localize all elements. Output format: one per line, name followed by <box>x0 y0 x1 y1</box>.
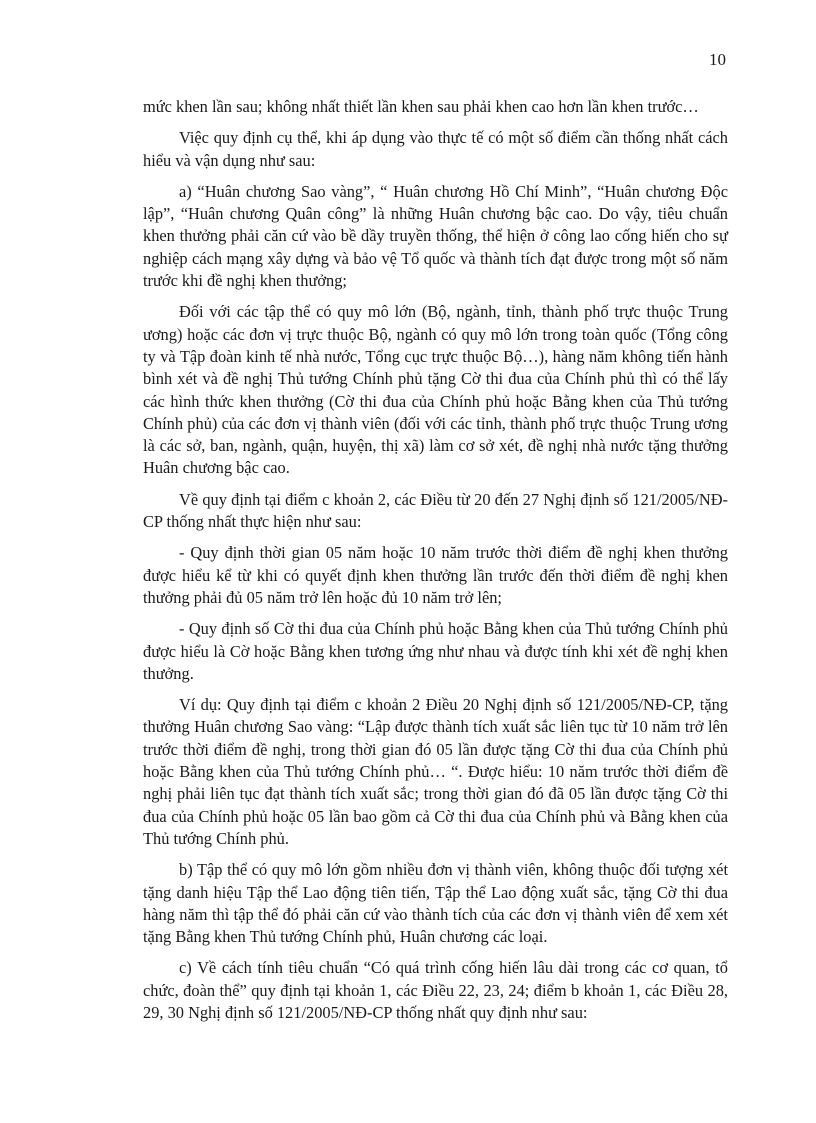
document-body <box>143 96 728 1033</box>
paragraph-intro: Việc quy định cụ thể, khi áp dụng vào thực tế có một số điểm cần thống nhất cách hiểu và vận dụng như sau: <box>143 128 728 170</box>
paragraph-item-c: c) Về cách tính tiêu chuẩn “Có quá trình cống hiến lâu dài trong các cơ quan, tổ chức, đoàn thể” quy định tại khoản 1, các Điều 22, 23, 24; điểm b khoản 1, các Điều 28, 29, 30 Nghị định số 121/2005/NĐ-CP thống nhất quy định như sau: <box>143 958 728 1022</box>
paragraph-item-b: b) Tập thể có quy mô lớn gồm nhiều đơn vị thành viên, không thuộc đối tượng xét tặng danh hiệu Tập thể Lao động tiên tiến, Tập thể Lao động xuất sắc, tặng Cờ thi đua hàng năm thì tập thể đó phải căn cứ vào thành tích của các đơn vị thành viên để xem xét tặng Bằng khen Thủ tướng Chính phủ, Huân chương các loại. <box>143 860 728 947</box>
paragraph-point-c-rules: Về quy định tại điểm c khoản 2, các Điều từ 20 đến 27 Nghị định số 121/2005/NĐ-CP thống nhất thực hiện như sau: <box>143 489 728 532</box>
paragraph-item-a: a) “Huân chương Sao vàng”, “ Huân chương Hồ Chí Minh”, “Huân chương Độc lập”, “Huân chương Quân công” là những Huân chương bậc cao. Do vậy, tiêu chuẩn khen thưởng phải căn cứ vào bề dầy truyền thống, thể hiện ở công lao cống hiến cho sự nghiệp cách mạng xây dựng và bảo vệ Tổ quốc và thành tích đạt được trong một số năm trước khi đề nghị khen thưởng; <box>143 181 728 291</box>
page-number: 10 <box>709 50 726 69</box>
paragraph-large-collectives: Đối với các tập thể có quy mô lớn (Bộ, ngành, tỉnh, thành phố trực thuộc Trung ương) hoặc các đơn vị trực thuộc Bộ, ngành có quy mô lớn trong toàn quốc (Tổng công ty và Tập đoàn kinh tế nhà nước, Tổng cục trực thuộc Bộ…), hàng năm không tiến hành bình xét và đề nghị Thủ tướng Chính phủ tặng Cờ thi đua của Chính phủ thì có thể lấy các hình thức khen thưởng (Cờ thi đua của Chính phủ hoặc Bằng khen của Thủ tướng Chính phủ) của các đơn vị thành viên (đối với các tỉnh, thành phố trực thuộc Trung ương là các sở, ban, ngành, quận, huyện, thị xã) làm cơ sở xét, đề nghị nhà nước tặng thưởng Huân chương bậc cao. <box>143 302 728 478</box>
paragraph-flag-rule: - Quy định số Cờ thi đua của Chính phủ hoặc Bằng khen của Thủ tướng Chính phủ được hiểu là Cờ hoặc Bằng khen tương ứng như nhau và được tính khi xét đề nghị khen thưởng. <box>143 619 728 683</box>
paragraph-time-rule: - Quy định thời gian 05 năm hoặc 10 năm trước thời điểm đề nghị khen thưởng được hiểu kể từ khi có quyết định khen thưởng lần trước đến thời điểm đề nghị khen thưởng phải đủ 05 năm trở lên hoặc đủ 10 năm trở lên; <box>143 543 728 607</box>
paragraph-continuation: mức khen lần sau; không nhất thiết lần khen sau phải khen cao hơn lần khen trước… <box>143 97 699 116</box>
paragraph-example: Ví dụ: Quy định tại điểm c khoản 2 Điều 20 Nghị định số 121/2005/NĐ-CP, tặng thưởng Huân chương Sao vàng: “Lập được thành tích xuất sắc liên tục từ 10 năm trở lên trước thời điểm đề nghị, trong thời gian đó 05 lần được tặng Cờ thi đua của Chính phủ hoặc Bằng khen của Thủ tướng Chính phủ… “. Được hiểu: 10 năm trước thời điểm đề nghị phải liên tục đạt thành tích xuất sắc; trong thời gian đó đã 05 lần được tặng Cờ thi đua của Chính phủ hoặc 05 lần bao gồm cả Cờ thi đua của Chính phủ và Bằng khen của Thủ tướng Chính phủ. <box>143 695 728 848</box>
